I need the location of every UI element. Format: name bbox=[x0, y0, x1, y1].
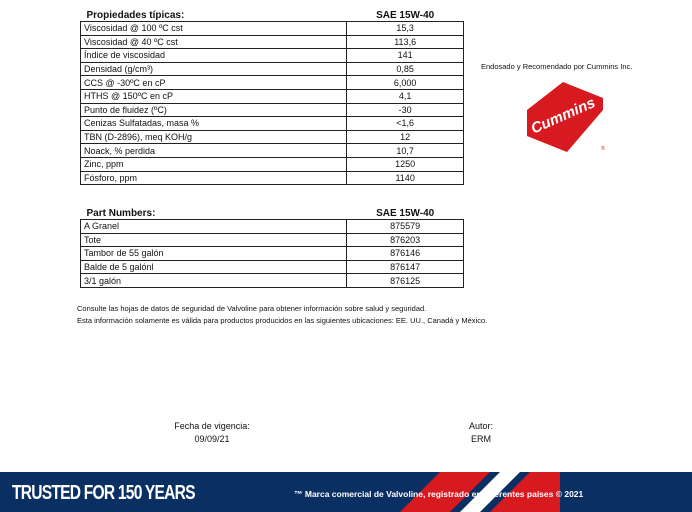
properties-header-value: SAE 15W-40 bbox=[376, 9, 435, 21]
property-row bbox=[81, 103, 464, 117]
property-row bbox=[81, 89, 464, 103]
property-value: <1,6 bbox=[347, 117, 464, 131]
footer-trademark: ™ Marca comercial de Valvoline, registrado en diferentes países © 2021 bbox=[294, 489, 584, 499]
property-label: Fósforo, ppm bbox=[81, 171, 347, 185]
property-row bbox=[81, 62, 464, 76]
property-label: Viscosidad @ 100 ºC cst bbox=[81, 22, 347, 36]
cummins-logo bbox=[523, 80, 607, 154]
property-row bbox=[81, 35, 464, 49]
footer-slogan: TRUSTED FOR 150 YEARS bbox=[12, 482, 195, 504]
part-number-label: 3/1 galón bbox=[81, 274, 347, 288]
property-label: Punto de fluidez (ºC) bbox=[81, 103, 347, 117]
property-label: Cenizas Sulfatadas, masa % bbox=[81, 117, 347, 131]
property-row bbox=[81, 157, 464, 171]
part-number-value: 876147 bbox=[347, 260, 464, 274]
property-value: 141 bbox=[347, 49, 464, 63]
property-row bbox=[81, 130, 464, 144]
part-numbers-table bbox=[80, 207, 464, 288]
property-label: Zinc, ppm bbox=[81, 157, 347, 171]
part-numbers-header-value: SAE 15W-40 bbox=[376, 207, 435, 219]
property-value: -30 bbox=[347, 103, 464, 117]
footer-banner bbox=[0, 472, 692, 512]
property-label: Densidad (g/cm³) bbox=[81, 62, 347, 76]
property-value: 113,6 bbox=[347, 35, 464, 49]
properties-header bbox=[81, 9, 464, 22]
property-value: 1140 bbox=[347, 171, 464, 185]
part-number-row bbox=[81, 220, 464, 234]
effective-date-block bbox=[166, 420, 258, 446]
property-row bbox=[81, 76, 464, 90]
properties-header-label: Propiedades típicas: bbox=[86, 9, 185, 21]
part-number-row bbox=[81, 274, 464, 288]
part-number-value: 876203 bbox=[347, 233, 464, 247]
validity-note: Esta información solamente es válida para productos producidos en las siguientes ubicaciones: EE. UU., Canadá y México. bbox=[77, 316, 488, 325]
author-value: ERM bbox=[471, 434, 491, 444]
property-row bbox=[81, 171, 464, 185]
part-number-value: 876125 bbox=[347, 274, 464, 288]
part-numbers-header-label: Part Numbers: bbox=[86, 207, 156, 219]
author-label: Autor: bbox=[468, 421, 493, 431]
property-value: 15,3 bbox=[347, 22, 464, 36]
property-label: Viscosidad @ 40 ºC cst bbox=[81, 35, 347, 49]
endorsement-text: Endosado y Recomendado por Cummins Inc. bbox=[481, 62, 633, 71]
property-label: CCS @ -30ºC en cP bbox=[81, 76, 347, 90]
effective-date-label: Fecha de vigencia: bbox=[174, 421, 250, 431]
author-block bbox=[456, 420, 506, 446]
part-number-value: 876146 bbox=[347, 247, 464, 261]
property-value: 0,85 bbox=[347, 62, 464, 76]
part-number-label: Tambor de 55 galón bbox=[81, 247, 347, 261]
part-number-row bbox=[81, 233, 464, 247]
part-numbers-header bbox=[81, 207, 464, 220]
properties-table bbox=[80, 9, 464, 185]
part-number-label: A Granel bbox=[81, 220, 347, 234]
part-number-label: Balde de 5 galónl bbox=[81, 260, 347, 274]
property-label: Noack, % perdida bbox=[81, 144, 347, 158]
cummins-logo-text: Cummins bbox=[528, 94, 598, 138]
property-label: TBN (D-2896), meq KOH/g bbox=[81, 130, 347, 144]
part-number-value: 875579 bbox=[347, 220, 464, 234]
property-label: Índice de viscosidad bbox=[81, 49, 347, 63]
svg-text:®: ® bbox=[601, 146, 605, 152]
property-row bbox=[81, 117, 464, 131]
property-row bbox=[81, 49, 464, 63]
part-number-label: Tote bbox=[81, 233, 347, 247]
property-value: 12 bbox=[347, 130, 464, 144]
property-value: 6,000 bbox=[347, 76, 464, 90]
part-number-row bbox=[81, 247, 464, 261]
property-value: 4,1 bbox=[347, 89, 464, 103]
safety-note: Consulte las hojas de datos de seguridad de Valvoline para obtener información sobre salud y seguridad. bbox=[77, 304, 427, 313]
property-value: 10,7 bbox=[347, 144, 464, 158]
property-label: HTHS @ 150ºC en cP bbox=[81, 89, 347, 103]
property-row bbox=[81, 22, 464, 36]
effective-date-value: 09/09/21 bbox=[194, 434, 230, 444]
part-number-row bbox=[81, 260, 464, 274]
property-row bbox=[81, 144, 464, 158]
property-value: 1250 bbox=[347, 157, 464, 171]
